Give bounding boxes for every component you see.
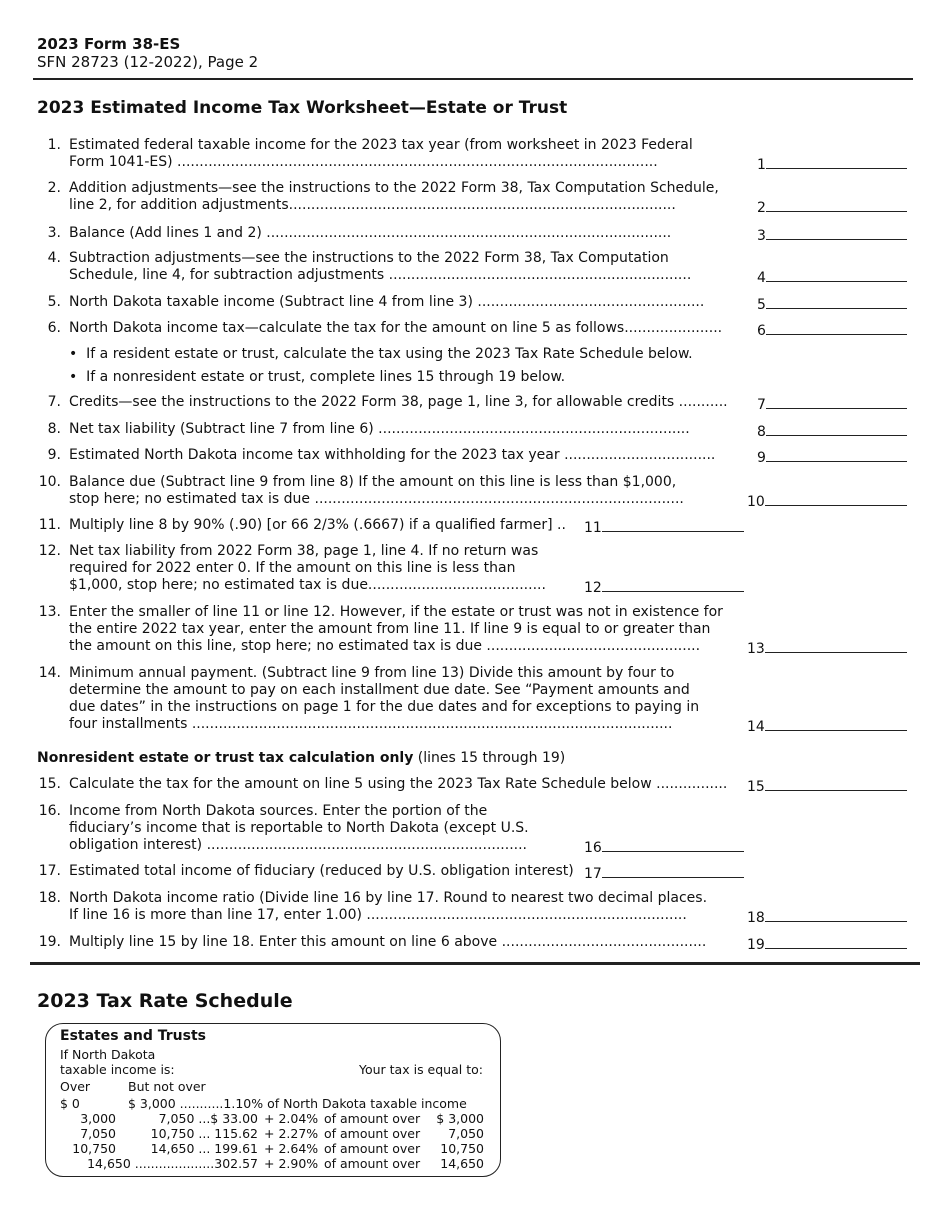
rate-schedule-box <box>45 1023 501 1177</box>
schedule-intro-2: taxable income is: <box>60 1062 175 1077</box>
line-number: 16. <box>38 803 61 819</box>
schedule-row-3-label: of amount over <box>324 1141 421 1156</box>
entry-blank[interactable] <box>765 907 907 922</box>
line-text: required for 2022 enter 0. If the amount on this line is less than <box>69 560 516 576</box>
entry-label: 6 <box>757 323 766 339</box>
entry-blank[interactable] <box>766 154 907 169</box>
entry-label: 14 <box>747 719 765 735</box>
form-title: 2023 Form 38-ES <box>37 35 181 53</box>
line-text: Income from North Dakota sources. Enter the portion of the <box>69 803 488 819</box>
entry-blank[interactable] <box>765 776 907 791</box>
line-number: 7. <box>47 394 61 410</box>
entry-blank[interactable] <box>602 837 744 852</box>
line-text: Minimum annual payment. (Subtract line 9 from line 13) Divide this amount by four to <box>69 665 675 681</box>
schedule-intro-1: If North Dakota <box>60 1047 156 1062</box>
entry-blank[interactable] <box>766 267 907 282</box>
line-17-entry[interactable] <box>584 863 744 883</box>
line-text: Multiply line 8 by 90% (.90) [or 66 2/3% (.6667) if a qualified farmer] .. <box>69 517 566 533</box>
line-number: 13. <box>38 604 61 620</box>
schedule-row-2-over: 7,050 <box>80 1126 116 1141</box>
bullet-nonresident: • If a nonresident estate or trust, complete lines 15 through 19 below. <box>69 369 566 385</box>
entry-blank[interactable] <box>766 421 907 436</box>
schedule-your-tax: Your tax is equal to: <box>359 1062 483 1077</box>
line-text: Addition adjustments—see the instructions to the 2022 Form 38, Tax Computation Schedule, <box>69 180 719 196</box>
line-number: 14. <box>38 665 61 681</box>
nonresident-heading: Nonresident estate or trust tax calculation only (lines 15 through 19) <box>37 750 566 766</box>
entry-blank[interactable] <box>602 863 744 878</box>
bullet-resident: • If a resident estate or trust, calculate the tax using the 2023 Tax Rate Schedule below. <box>69 346 693 362</box>
entry-blank[interactable] <box>602 517 744 532</box>
schedule-row-0-rest: $ 3,000 ...........1.10% of North Dakota taxable income <box>128 1096 467 1111</box>
entry-label: 2 <box>757 200 766 216</box>
schedule-row-1-over: 3,000 <box>80 1111 116 1126</box>
entry-label: 5 <box>757 297 766 313</box>
line-text: Net tax liability (Subtract line 7 from line 6) ...................................................................... <box>69 421 690 437</box>
line-number: 8. <box>47 421 61 437</box>
line-text: Form 1041-ES) ............................................................................................................ <box>69 154 658 170</box>
line-16-entry[interactable] <box>584 837 744 857</box>
line-5-entry[interactable] <box>757 294 907 314</box>
entry-label: 18 <box>747 910 765 926</box>
schedule-row-2-label: of amount over <box>324 1126 421 1141</box>
schedule-row-4-over: 14,650 ....................302.57 <box>87 1156 258 1171</box>
entry-label: 13 <box>747 641 765 657</box>
entry-label: 1 <box>757 157 766 173</box>
entry-label: 7 <box>757 397 766 413</box>
line-number: 1. <box>47 137 61 153</box>
line-9-entry[interactable] <box>757 447 907 467</box>
line-text: Credits—see the instructions to the 2022 Form 38, page 1, line 3, for allowable credits ........... <box>69 394 728 410</box>
entry-blank[interactable] <box>765 934 907 949</box>
header-divider <box>33 78 913 80</box>
line-text: fiduciary’s income that is reportable to North Dakota (except U.S. <box>69 820 529 836</box>
line-number: 15. <box>38 776 61 792</box>
entry-blank[interactable] <box>766 394 907 409</box>
line-number: 10. <box>38 474 61 490</box>
line-number: 5. <box>47 294 61 310</box>
entry-label: 19 <box>747 937 765 953</box>
line-text: determine the amount to pay on each installment due date. See “Payment amounts and <box>69 682 690 698</box>
line-text: Balance due (Subtract line 9 from line 8) If the amount on this line is less than $1,000, <box>69 474 677 490</box>
line-19-entry[interactable] <box>747 934 907 954</box>
line-text: Enter the smaller of line 11 or line 12. However, if the estate or trust was not in existence for <box>69 604 723 620</box>
entry-label: 10 <box>747 494 765 510</box>
line-text: North Dakota income tax—calculate the tax for the amount on line 5 as follows...................... <box>69 320 723 336</box>
line-13-entry[interactable] <box>747 638 907 658</box>
line-1-entry[interactable] <box>757 154 907 174</box>
line-text: North Dakota income ratio (Divide line 16 by line 17. Round to nearest two decimal places. <box>69 890 708 906</box>
line-text: Net tax liability from 2022 Form 38, page 1, line 4. If no return was <box>69 543 539 559</box>
line-2-entry[interactable] <box>757 197 907 217</box>
line-text: stop here; no estimated tax is due ................................................................................... <box>69 491 684 507</box>
schedule-row-3-mid: 14,650 ... 199.61 <box>150 1141 258 1156</box>
entry-label: 4 <box>757 270 766 286</box>
schedule-row-2-base: 7,050 <box>448 1126 484 1141</box>
line-8-entry[interactable] <box>757 421 907 441</box>
entry-blank[interactable] <box>602 577 744 592</box>
line-number: 4. <box>47 250 61 266</box>
line-number: 18. <box>38 890 61 906</box>
line-number: 19. <box>38 934 61 950</box>
line-text: $1,000, stop here; no estimated tax is due........................................ <box>69 577 546 593</box>
schedule-row-1-label: of amount over <box>324 1111 421 1126</box>
line-number: 17. <box>38 863 61 879</box>
schedule-row-1-base: $ 3,000 <box>436 1111 484 1126</box>
schedule-row-4-label: of amount over <box>324 1156 421 1171</box>
line-10-entry[interactable] <box>747 491 907 511</box>
line-text: Estimated North Dakota income tax withholding for the 2023 tax year .................................. <box>69 447 716 463</box>
entry-blank[interactable] <box>765 716 907 731</box>
schedule-row-3-over: 10,750 <box>72 1141 116 1156</box>
line-number: 9. <box>47 447 61 463</box>
rate-schedule-title: 2023 Tax Rate Schedule <box>37 990 293 1012</box>
entry-blank[interactable] <box>766 447 907 462</box>
schedule-row-3-rate: + 2.64% <box>264 1141 319 1156</box>
line-text: the entire 2022 tax year, enter the amount from line 11. If line 9 is equal to or greater than <box>69 621 711 637</box>
line-text: If line 16 is more than line 17, enter 1.00) ........................................................................ <box>69 907 687 923</box>
schedule-heading: Estates and Trusts <box>60 1028 206 1044</box>
line-3-entry[interactable] <box>757 225 907 245</box>
entry-blank[interactable] <box>766 320 907 335</box>
line-number: 3. <box>47 225 61 241</box>
line-text: line 2, for addition adjustments....................................................................................... <box>69 197 676 213</box>
worksheet-title: 2023 Estimated Income Tax Worksheet—Estate or Trust <box>37 98 568 118</box>
line-text: North Dakota taxable income (Subtract line 4 from line 3) ................................................... <box>69 294 705 310</box>
line-text: Multiply line 15 by line 18. Enter this amount on line 6 above .............................................. <box>69 934 707 950</box>
entry-label: 15 <box>747 779 765 795</box>
line-text: obligation interest) ........................................................................ <box>69 837 528 853</box>
line-12-entry[interactable] <box>584 577 744 597</box>
entry-blank[interactable] <box>766 197 907 212</box>
entry-blank[interactable] <box>766 225 907 240</box>
schedule-row-2-mid: 10,750 ... 115.62 <box>150 1126 258 1141</box>
schedule-row-2-rate: + 2.27% <box>264 1126 319 1141</box>
schedule-row-4-base: 14,650 <box>440 1156 484 1171</box>
line-text: the amount on this line, stop here; no estimated tax is due ................................................ <box>69 638 701 654</box>
schedule-row-1-mid: 7,050 ...$ 33.00 <box>158 1111 258 1126</box>
entry-label: 12 <box>584 580 602 596</box>
line-text: Estimated federal taxable income for the 2023 tax year (from worksheet in 2023 Federal <box>69 137 693 153</box>
entry-blank[interactable] <box>766 294 907 309</box>
entry-label: 9 <box>757 450 766 466</box>
entry-label: 8 <box>757 424 766 440</box>
schedule-row-1-rate: + 2.04% <box>264 1111 319 1126</box>
line-15-entry[interactable] <box>747 776 907 796</box>
entry-blank[interactable] <box>765 638 907 653</box>
line-6-entry[interactable] <box>757 320 907 340</box>
schedule-row-3-base: 10,750 <box>440 1141 484 1156</box>
line-text: Schedule, line 4, for subtraction adjustments .................................................................... <box>69 267 692 283</box>
line-text: Balance (Add lines 1 and 2) ........................................................................................... <box>69 225 672 241</box>
line-7-entry[interactable] <box>757 394 907 414</box>
line-text: four installments ............................................................................................................ <box>69 716 673 732</box>
line-text: Calculate the tax for the amount on line 5 using the 2023 Tax Rate Schedule below ................ <box>69 776 728 792</box>
line-text: Estimated total income of fiduciary (reduced by U.S. obligation interest) <box>69 863 574 879</box>
form-subtitle: SFN 28723 (12-2022), Page 2 <box>37 53 259 71</box>
line-text: due dates” in the instructions on page 1 for the due dates and for exceptions to paying in <box>69 699 700 715</box>
section-divider <box>30 962 920 965</box>
entry-label: 11 <box>584 520 602 536</box>
schedule-row-4-rate: + 2.90% <box>264 1156 319 1171</box>
line-11-entry[interactable] <box>584 517 744 537</box>
schedule-row-0-over: $ 0 <box>60 1096 80 1111</box>
line-text: Subtraction adjustments—see the instructions to the 2022 Form 38, Tax Computation <box>69 250 669 266</box>
line-number: 12. <box>38 543 61 559</box>
line-number: 6. <box>47 320 61 336</box>
line-18-entry[interactable] <box>747 907 907 927</box>
entry-label: 3 <box>757 228 766 244</box>
line-number: 11. <box>38 517 61 533</box>
entry-blank[interactable] <box>765 491 907 506</box>
entry-label: 16 <box>584 840 602 856</box>
col-over: Over <box>60 1079 91 1094</box>
entry-label: 17 <box>584 866 602 882</box>
line-4-entry[interactable] <box>757 267 907 287</box>
line-number: 2. <box>47 180 61 196</box>
line-14-entry[interactable] <box>747 716 907 736</box>
col-not-over: But not over <box>128 1079 206 1094</box>
